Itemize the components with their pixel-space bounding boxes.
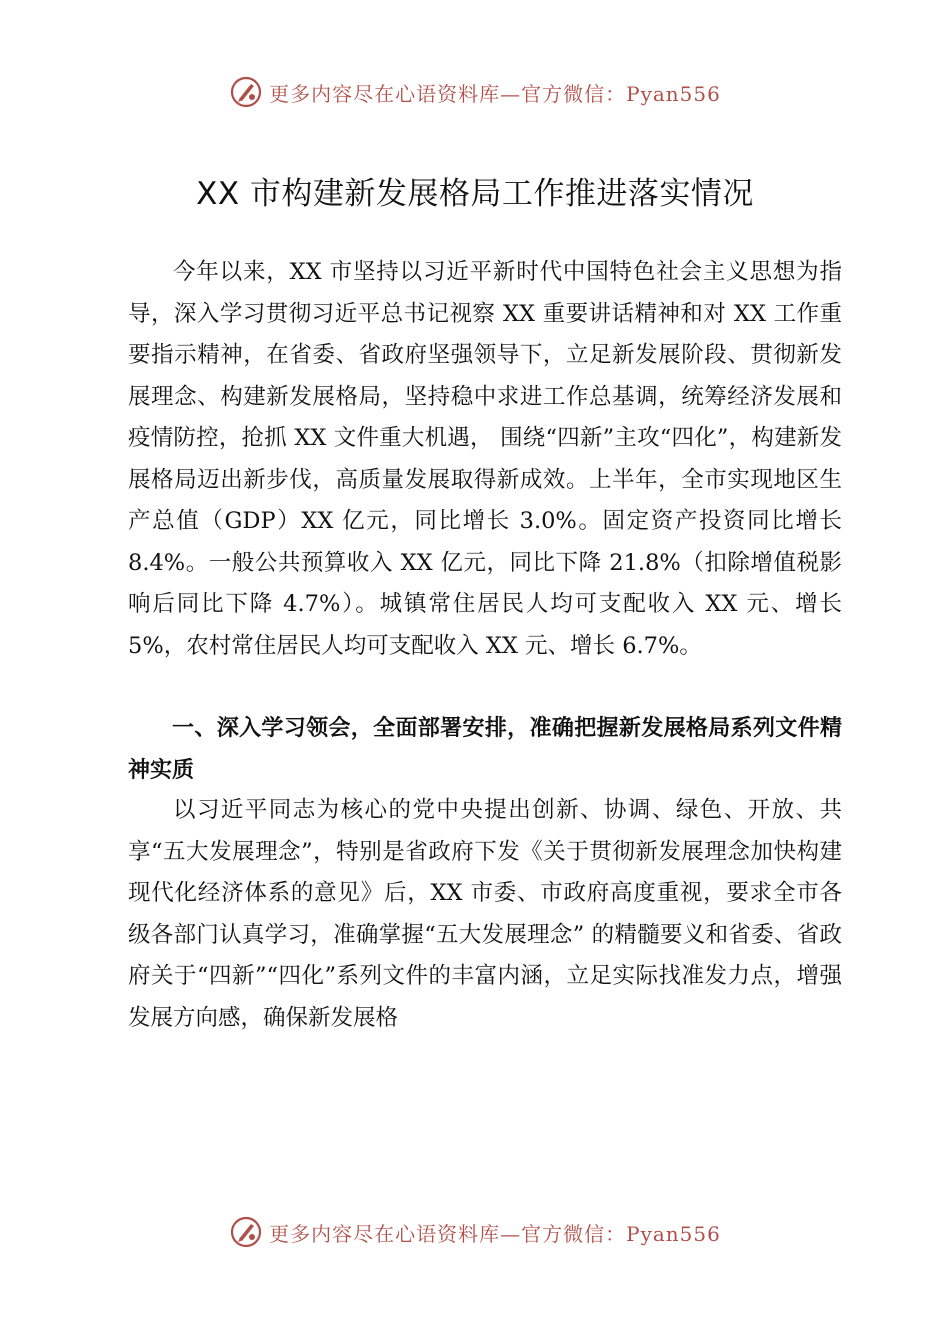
document-title: XX 市构建新发展格局工作推进落实情况 [196, 176, 754, 212]
paragraph-intro: 今年以来，XX 市坚持以习近平新时代中国特色社会主义思想为指导，深入学习贯彻习近平总书记视察 XX 重要讲话精神和对 XX 工作重要指示精神，在省委、省政府坚强领导下，立足新发展阶段、贯彻新发展理念、构建新发展格局，坚持稳中求进工作总基调，统筹经济发展和疫情防控，抢抓 XX 文件重大机遇， 围绕“四新”主攻“四化”，构建新发展格局迈出新步伐，高质量发展取得新成效。上半年，全市实现地区生产总值（GDP）XX 亿元，同比增长 3.0%。固定资产投资同比增长 8.4%。一般公共预算收入 XX 亿元，同比下降 21.8%（扣除增值税影响后同比下降 4.7%）。城镇常住居民人均可支配收入 XX 元、增长 5%，农村常住居民人均可支配收入 XX 元、增长 6.7%。 [128, 259, 842, 659]
pen-seal-logo-icon [229, 1215, 263, 1249]
watermark-text: 更多内容尽在心语资料库—官方微信：Pyan556 [269, 81, 721, 106]
bottom-watermark-banner [0, 1210, 950, 1254]
pen-seal-logo-icon [229, 75, 263, 109]
section-heading-1: 一、深入学习领会，全面部署安排，准确把握新发展格局系列文件精神实质 [128, 716, 842, 783]
paragraph-section-1: 以习近平同志为核心的党中央提出创新、协调、绿色、开放、共享“五大发展理念”，特别是省政府下发《关于贯彻新发展理念加快构建现代化经济体系的意见》后，XX 市委、市政府高度重视，要求全市各级各部门认真学习，准确掌握“五大发展理念” 的精髓要义和省委、省政府关于“四新”“四化”系列文件的丰富内涵，立足实际找准发力点，增强发展方向感，确保新发展格 [128, 797, 842, 1031]
top-watermark-banner [0, 70, 950, 114]
watermark-text: 更多内容尽在心语资料库—官方微信：Pyan556 [269, 1221, 721, 1246]
